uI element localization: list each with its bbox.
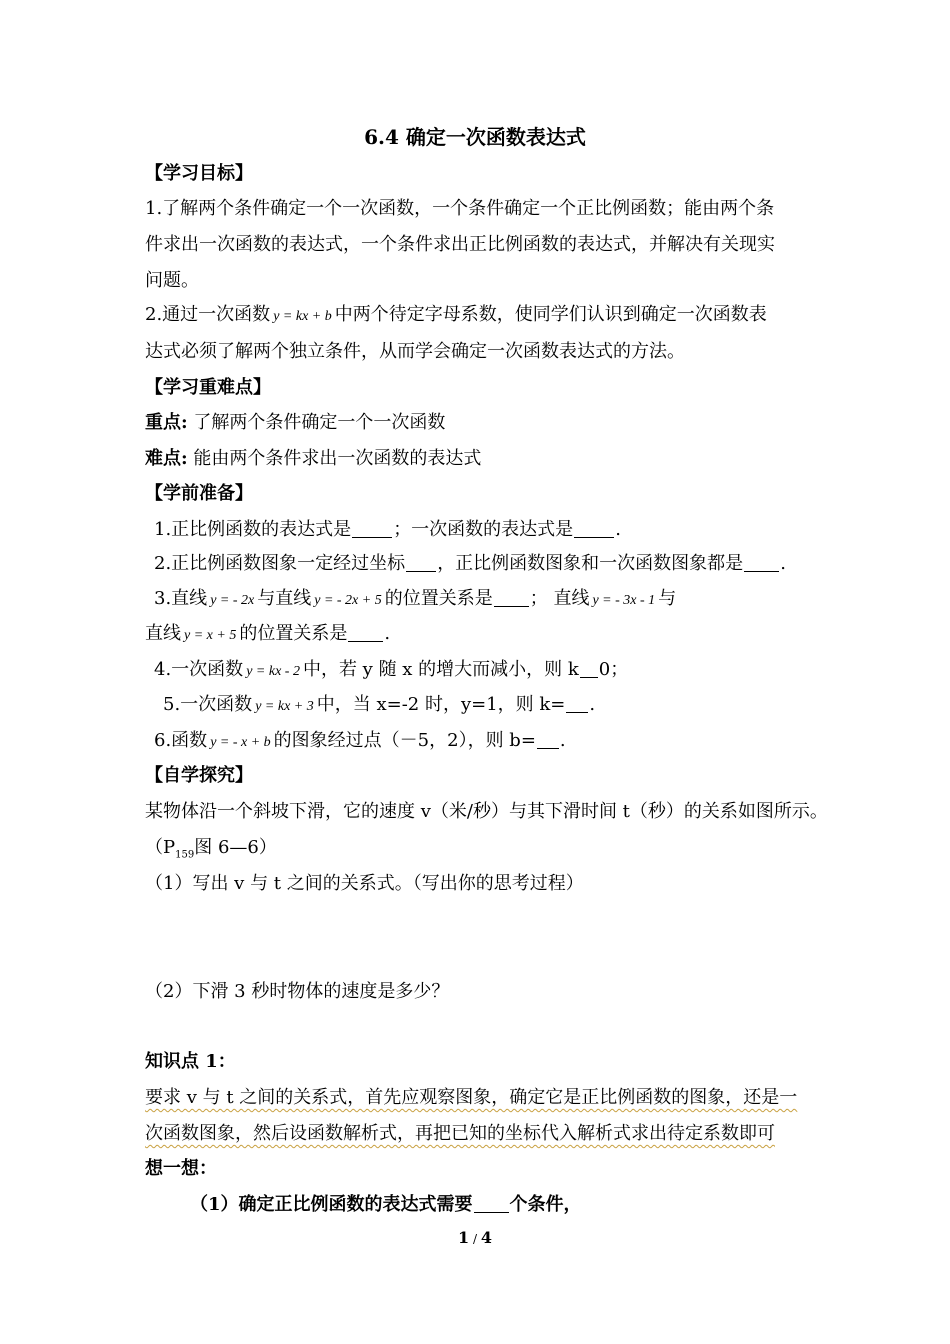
formula: y = x + 5	[184, 628, 237, 643]
knowledge-title: 知识点 1：	[145, 1051, 236, 1072]
question-text: 的图象经过点（－5，2），则 b=	[273, 730, 536, 751]
question-text: （1）确定正比例函数的表达式需要	[190, 1194, 473, 1215]
formula: y = kx + b	[273, 309, 332, 324]
question-text: 2.正比例函数图象一定经过坐标	[154, 553, 406, 574]
section-heading-key: 【学习重难点】	[145, 377, 271, 398]
question-text: 1.正比例函数的表达式是	[154, 519, 352, 540]
question-text: ； 直线	[529, 588, 590, 609]
section-heading-goals: 【学习目标】	[145, 163, 253, 184]
difficult-point-text: 能由两个条件求出一次函数的表达式	[187, 448, 482, 469]
question-text: 中，当 x=-2 时，y=1，则 k=	[316, 694, 566, 715]
formula: y = - x + b	[210, 735, 271, 750]
current-page: 1	[458, 1228, 470, 1247]
goal-2-text: 2.通过一次函数	[145, 304, 271, 325]
reference-text: 图 6—6）	[194, 837, 277, 858]
reference-text: （P	[145, 837, 176, 858]
question-text: ；一次函数的表达式是	[393, 519, 574, 540]
explore-question-1: （1）写出 v 与 t 之间的关系式。（写出你的思考过程）	[145, 873, 584, 894]
formula: y = kx - 2	[246, 664, 300, 679]
think-question-1	[190, 1193, 582, 1217]
prep-question-1	[154, 518, 621, 542]
question-text: 0；	[598, 659, 629, 680]
question-text: 的位置关系是	[239, 623, 348, 644]
question-text: 与	[658, 588, 677, 609]
knowledge-line-1: 要求 v 与 t 之间的关系式，首先应观察图象，确定它是正比例函数的图象，还是一	[145, 1087, 798, 1108]
question-text: 个条件，	[509, 1194, 582, 1215]
answer-blank[interactable]	[352, 519, 392, 538]
question-text: .	[615, 519, 621, 540]
answer-blank[interactable]	[474, 1194, 509, 1213]
explore-reference	[145, 836, 277, 868]
goal-2-line-1	[145, 303, 767, 329]
goal-2-text: 中两个待定字母系数，使同学们认识到确定一次函数表	[334, 304, 767, 325]
answer-blank[interactable]	[348, 623, 383, 642]
answer-blank[interactable]	[574, 519, 614, 538]
question-text: .	[384, 623, 391, 644]
answer-blank[interactable]	[406, 553, 436, 572]
question-text: .	[559, 730, 566, 751]
answer-blank[interactable]	[566, 694, 588, 713]
goal-1-line-2: 件求出一次函数的表达式，一个条件求出正比例函数的表达式，并解决有关现实	[145, 234, 775, 255]
prep-question-3	[154, 587, 676, 613]
answer-blank[interactable]	[494, 588, 529, 607]
question-text: 4.一次函数	[154, 659, 244, 680]
section-heading-explore: 【自学探究】	[145, 765, 253, 786]
answer-blank[interactable]	[537, 730, 559, 749]
goal-1-line-1: 1.了解两个条件确定一个一次函数，一个条件确定一个正比例函数；能由两个条	[145, 198, 775, 219]
question-text: 5.一次函数	[163, 694, 253, 715]
formula: y = - 3x - 1	[592, 593, 656, 608]
formula: y = - 2x	[210, 593, 255, 608]
question-text: ，正比例函数图象和一次函数图象都是	[437, 553, 744, 574]
page-separator: /	[469, 1232, 481, 1246]
question-text: .	[780, 553, 786, 574]
total-pages: 4	[480, 1228, 492, 1247]
think-title: 想一想：	[145, 1158, 217, 1179]
formula: y = - 2x + 5	[314, 593, 382, 608]
prep-question-6	[154, 729, 566, 755]
difficult-point-label: 难点:	[145, 448, 188, 469]
question-text: 直线	[145, 623, 181, 644]
prep-question-5	[163, 693, 595, 719]
prep-question-3-line-2	[145, 622, 390, 648]
prep-question-4	[154, 658, 628, 684]
formula: y = kx + 3	[255, 699, 314, 714]
key-point-text: 了解两个条件确定一个一次函数	[187, 412, 446, 433]
key-point-label: 重点:	[145, 412, 188, 433]
explore-question-2: （2）下滑 3 秒时物体的速度是多少？	[145, 981, 450, 1002]
question-text: .	[589, 694, 596, 715]
page-title: 6.4 确定一次函数表达式	[364, 125, 586, 149]
difficult-point	[145, 447, 481, 471]
question-text: 的位置关系是	[384, 588, 493, 609]
answer-blank[interactable]	[744, 553, 779, 572]
explore-intro: 某物体沿一个斜坡下滑，它的速度 v（米/秒）与其下滑时间 t（秒）的关系如图所示。	[145, 801, 828, 822]
question-text: 6.函数	[154, 730, 208, 751]
reference-page-number: 159	[175, 849, 195, 861]
answer-blank[interactable]	[580, 659, 598, 678]
page-number	[0, 1228, 950, 1247]
key-point	[145, 411, 445, 435]
goal-2-line-2: 达式必须了解两个独立条件，从而学会确定一次函数表达式的方法。	[145, 341, 685, 362]
goal-1-line-3: 问题。	[145, 270, 199, 291]
prep-question-2	[154, 552, 786, 576]
question-text: 中，若 y 随 x 的增大而减小，则 k	[302, 659, 579, 680]
knowledge-line-2: 次函数图象，然后设函数解析式，再把已知的坐标代入解析式求出待定系数即可	[145, 1123, 775, 1144]
question-text: 3.直线	[154, 588, 208, 609]
question-text: 与直线	[257, 588, 312, 609]
section-heading-prep: 【学前准备】	[145, 483, 253, 504]
